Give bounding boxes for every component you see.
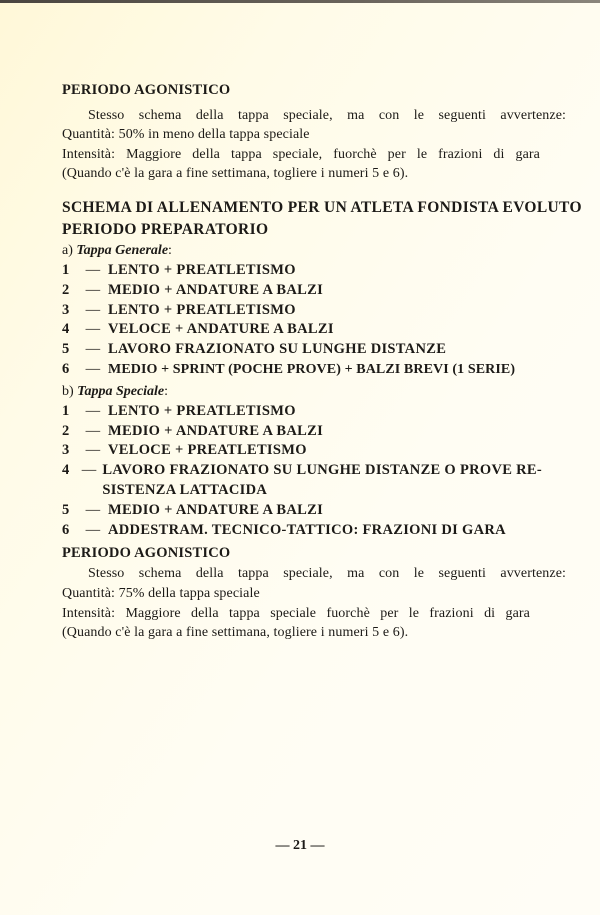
list-item: [62, 402, 542, 422]
subheading-suffix: :: [164, 383, 169, 399]
list-item: [62, 281, 542, 301]
list-item: [62, 521, 542, 541]
paragraph-line: Intensità: Maggiore della tappa speciale, fuorchè per le frazioni di gara: [62, 146, 540, 162]
item-dash: —: [85, 301, 101, 318]
item-dash: —: [85, 321, 101, 338]
item-text: VELOCE + ANDATURE A BALZI: [108, 321, 334, 338]
list-tappa-generale: [62, 261, 542, 380]
list-item: [62, 320, 542, 340]
paragraph-line: Intensità: Maggiore della tappa speciale fuorchè per le frazioni di gara: [62, 605, 530, 621]
subheading-label: Tappa Speciale: [77, 383, 165, 399]
item-text: LENTO + PREATLETISMO: [108, 301, 296, 318]
item-dash: —: [85, 261, 101, 278]
section-heading-preparatorio: PERIODO PREPARATORIO: [62, 220, 269, 238]
item-number: 6: [62, 521, 70, 538]
item-number: 4: [62, 321, 70, 338]
item-text: LENTO + PREATLETISMO: [108, 402, 296, 419]
item-number: 1: [62, 261, 70, 278]
item-number: 3: [62, 442, 70, 459]
subheading-tappa-generale: [62, 241, 542, 261]
item-text: MEDIO + SPRINT (POCHE PROVE) + BALZI BREVI (1 SERIE): [108, 361, 516, 377]
item-dash: —: [85, 402, 101, 419]
subheading-tappa-speciale: [62, 382, 542, 402]
item-dash: —: [85, 341, 101, 358]
item-text-line-2: SISTENZA LATTACIDA: [102, 481, 268, 498]
item-number: 2: [62, 422, 70, 439]
item-number: 4: [62, 462, 70, 479]
item-text: VELOCE + PREATLETISMO: [108, 442, 307, 459]
list-item: [62, 461, 542, 501]
subheading-label: Tappa Generale: [76, 242, 169, 258]
page-content: [62, 81, 582, 643]
item-number: 1: [62, 402, 70, 419]
item-text-multiline: [102, 461, 542, 501]
item-dash: —: [85, 422, 101, 439]
item-dash: —: [85, 521, 101, 538]
list-item: [62, 340, 542, 360]
item-dash: —: [85, 281, 101, 298]
paragraph-line: Quantità: 50% in meno della tappa speciale: [62, 127, 310, 143]
list-item: [62, 501, 542, 521]
paragraph-line: Stesso schema della tappa speciale, ma con le seguenti avvertenze:: [88, 566, 566, 582]
item-text: MEDIO + ANDATURE A BALZI: [108, 422, 324, 439]
item-number: 5: [62, 341, 70, 358]
subheading-suffix: :: [168, 242, 172, 258]
page-number: — 21 —: [275, 838, 325, 853]
paragraph-line: (Quando c'è la gara a fine settimana, togliere i numeri 5 e 6).: [62, 166, 409, 182]
item-dash: —: [85, 442, 101, 459]
list-item: [62, 301, 542, 321]
item-text-line-1: LAVORO FRAZIONATO SU LUNGHE DISTANZE O PROVE RE-: [102, 462, 542, 479]
section-heading-agonistico-2: PERIODO AGONISTICO: [62, 545, 231, 562]
item-dash: —: [85, 501, 101, 518]
item-text: LENTO + PREATLETISMO: [108, 261, 296, 278]
item-number: 3: [62, 301, 70, 318]
item-number: 6: [62, 360, 70, 377]
list-item: [62, 422, 542, 442]
item-text: MEDIO + ANDATURE A BALZI: [108, 281, 324, 298]
item-number: 5: [62, 501, 70, 518]
item-dash: —: [85, 360, 101, 377]
list-item: [62, 441, 542, 461]
schema-title: SCHEMA DI ALLENAMENTO PER UN ATLETA FONDISTA EVOLUTO: [62, 198, 582, 216]
subheading-prefix: b): [62, 383, 74, 399]
item-number: 2: [62, 281, 70, 298]
list-tappa-speciale: [62, 402, 542, 541]
subheading-prefix: a): [62, 242, 73, 258]
list-item: [62, 261, 542, 281]
item-text: ADDESTRAM. TECNICO-TATTICO: FRAZIONI DI GARA: [108, 521, 506, 538]
section-heading-agonistico-1: PERIODO AGONISTICO: [62, 82, 231, 98]
item-dash: —: [81, 462, 97, 479]
list-item: [62, 360, 542, 380]
paragraph-line: (Quando c'è la gara a fine settimana, togliere i numeri 5 e 6).: [62, 625, 409, 641]
paragraph-line: Stesso schema della tappa speciale, ma con le seguenti avvertenze:: [88, 107, 566, 123]
paragraph-line: Quantità: 75% della tappa speciale: [62, 585, 260, 601]
item-text: LAVORO FRAZIONATO SU LUNGHE DISTANZE: [108, 341, 447, 358]
item-text: MEDIO + ANDATURE A BALZI: [108, 501, 324, 518]
page-top-edge: [0, 0, 600, 3]
